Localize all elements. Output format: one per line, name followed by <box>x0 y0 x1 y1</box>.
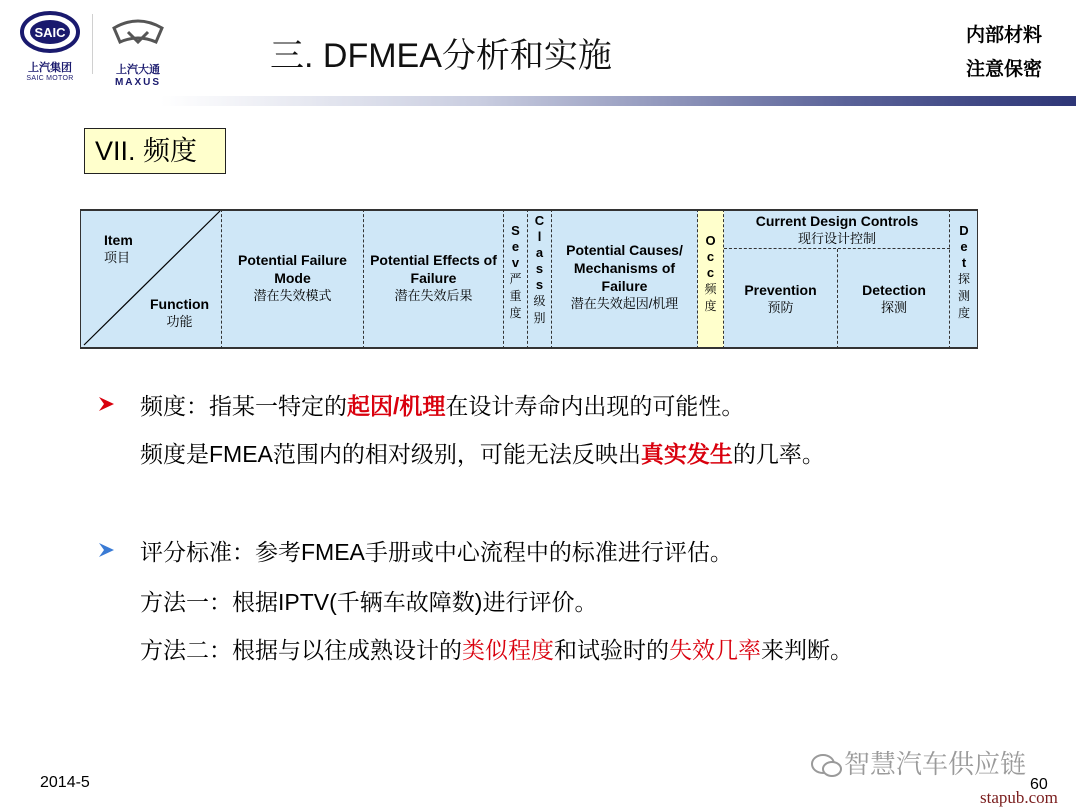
item-label-cn: 项目 <box>104 250 131 265</box>
watermark: 智慧汽车供应链 <box>810 744 1026 781</box>
fmea-header-table <box>80 209 978 349</box>
page-number: 60 <box>1030 776 1048 793</box>
bullet-1-line-1: 频度：指某一特定的起因/机理在设计寿命内出现的可能性。 <box>140 393 745 419</box>
causes-cell: Potential Causes/ Mechanisms of Failure 潜在失效起因/机理 <box>552 209 698 349</box>
wechat-icon <box>810 752 844 780</box>
detection-cell: Detection 探测 <box>862 282 926 315</box>
design-controls-cell: Current Design Controls 现行设计控制 Prevention 预防 Detection 探测 <box>724 209 950 349</box>
sev-cell: S e v 严 重 度 <box>504 209 528 349</box>
failure-mode-cell: Potential Failure Mode 潜在失效模式 <box>222 209 364 349</box>
function-label-cn: 功能 <box>166 314 193 329</box>
svg-text:SAIC: SAIC <box>34 25 66 40</box>
det-cell: D e t 探 测 度 <box>950 209 978 349</box>
effects-cell: Potential Effects of Failure 潜在失效后果 <box>364 209 504 349</box>
bullet-2-line-2: 方法一：根据IPTV(千辆车故障数)进行评价。 <box>140 589 598 615</box>
bullet-1-line-2: 频度是FMEA范围内的相对级别，可能无法反映出真实发生的几率。 <box>140 441 825 467</box>
prevention-cell: Prevention 预防 <box>724 249 838 349</box>
site-watermark: stapub.com <box>980 788 1058 807</box>
item-function-cell <box>80 209 222 349</box>
page-title: 三. DFMEA分析和实施 <box>270 37 612 75</box>
bullet-2-line-3: 方法二：根据与以往成熟设计的类似程度和试验时的失效几率来判断。 <box>140 637 853 663</box>
logo-divider <box>92 14 93 74</box>
bullet-arrow-icon-2 <box>98 542 116 558</box>
saic-logo: SAIC 上汽集团 SAIC MOTOR <box>18 10 82 80</box>
bullet-2-line-1: 评分标准：参考FMEA手册或中心流程中的标准进行评估。 <box>140 539 733 565</box>
occ-cell: O c c 频 度 <box>698 209 724 349</box>
confidential-label: 内部材料 <box>966 25 1043 46</box>
confidential-label-2: 注意保密 <box>966 59 1043 80</box>
footer-date: 2014-5 <box>40 774 90 791</box>
function-label: Function <box>150 296 210 312</box>
section-label: VII. 频度 <box>84 128 226 174</box>
maxus-logo: 上汽大通 MAXUS <box>100 12 176 80</box>
class-cell: C l a s s 级 别 <box>528 209 552 349</box>
item-label: Item <box>104 232 133 248</box>
bullet-arrow-icon <box>98 396 116 412</box>
header-gradient-bar <box>160 96 1076 106</box>
